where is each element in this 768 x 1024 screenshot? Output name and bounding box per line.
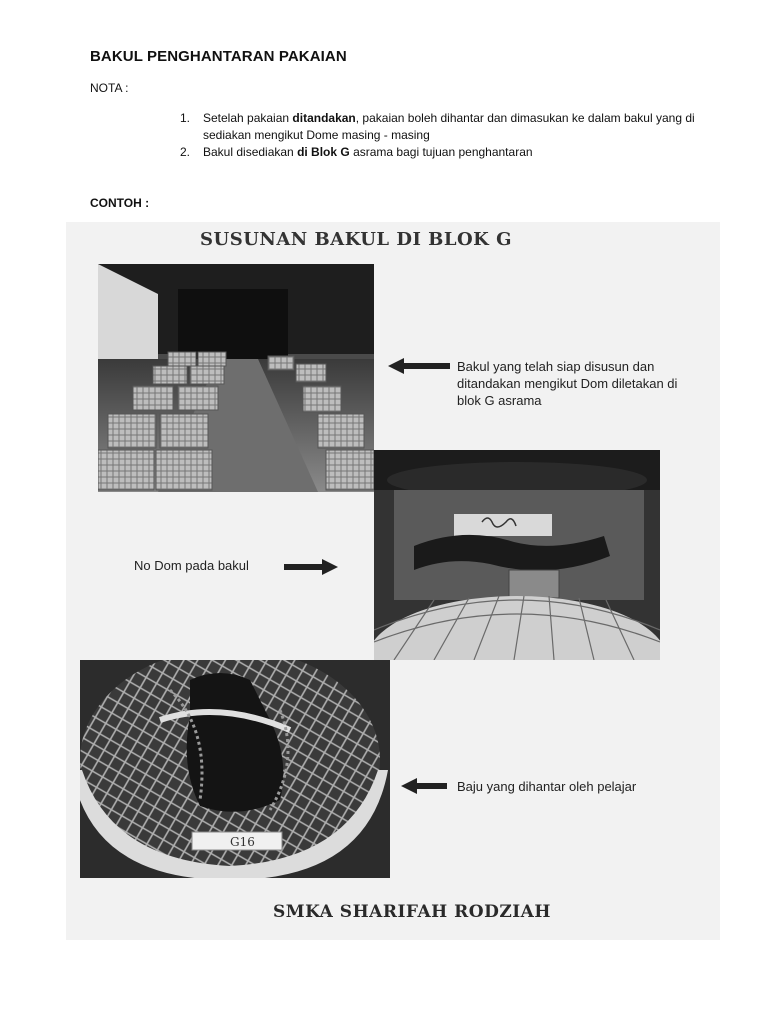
note-text: asrama bagi tujuan penghantaran — [349, 145, 533, 159]
note-text: , pakaian boleh dihantar dan dimasukan ke dalam bakul yang di sediakan mengikut Dome masing - masing — [203, 111, 695, 142]
notes-list — [180, 110, 700, 161]
caption-basket-rows: Bakul yang telah siap disusun dan ditandakan mengikut Dom diletakan di blok G asrama — [457, 359, 678, 408]
note-text: Setelah pakaian — [203, 111, 293, 125]
note-number: 2. — [180, 145, 191, 159]
school-name-footer: SMKA SHARIFAH RODZIAH — [273, 902, 551, 922]
clothes-in-basket-photo — [80, 660, 390, 878]
note-bold-text: ditandakan — [292, 111, 356, 125]
note-bold-text: di Blok G — [297, 145, 350, 159]
scan-heading: SUSUNAN BAKUL DI BLOK G — [200, 229, 512, 250]
note-item — [180, 110, 700, 144]
note-text: Bakul disediakan — [203, 145, 298, 159]
basket-rows-photo — [98, 264, 374, 492]
note-number: 1. — [180, 111, 191, 125]
dom-number-photo — [374, 450, 660, 660]
arrow-left-icon — [401, 778, 447, 794]
arrow-right-icon — [284, 559, 338, 575]
arrow-left-icon — [388, 358, 450, 374]
caption-clothes: Baju yang dihantar oleh pelajar — [457, 779, 637, 794]
basket-number-label: G16 — [230, 835, 255, 849]
nota-label: NOTA : — [90, 81, 129, 95]
contoh-label: CONTOH : — [90, 196, 150, 210]
document-title: BAKUL PENGHANTARAN PAKAIAN — [90, 48, 347, 65]
note-item — [180, 144, 700, 161]
caption-dom-number: No Dom pada bakul — [134, 558, 249, 573]
